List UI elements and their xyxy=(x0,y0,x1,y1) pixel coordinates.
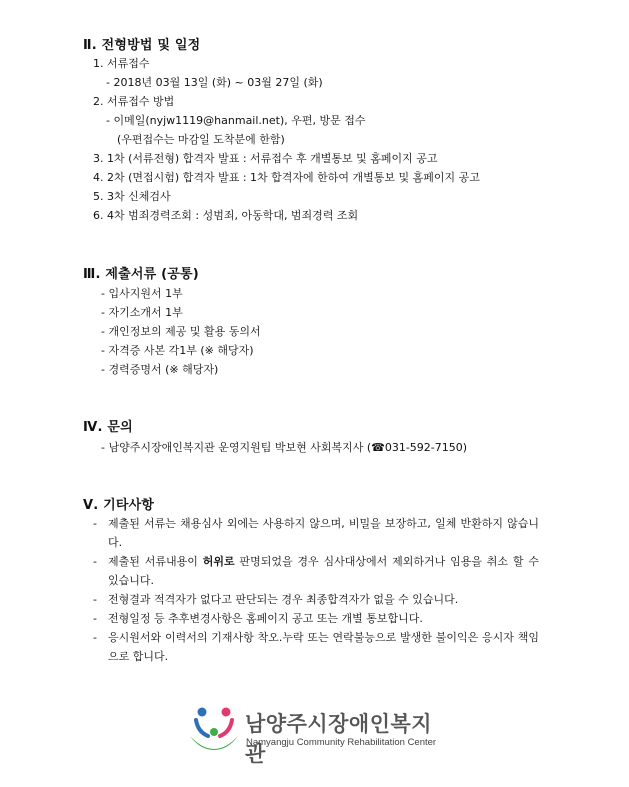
s5-item-2-post: 판명되었을 경우 심사대상에서 제외하거나 임용을 취소 할 수 있습니다. xyxy=(108,555,539,587)
section-5-title: Ⅴ. 기타사항 xyxy=(83,498,155,513)
s5-item-3 xyxy=(93,590,539,609)
logo-emblem-icon xyxy=(188,706,240,756)
s3-item-4: - 자격증 사본 각1부 (※ 해당자) xyxy=(101,344,254,357)
s2-item-3: 3. 1차 (서류전형) 합격자 발표 : 서류접수 후 개별통보 및 홈페이지 공고 xyxy=(93,152,438,165)
logo-name: 남양주시장애인복지관 xyxy=(245,712,433,766)
bullet-dash: - xyxy=(93,517,97,530)
s5-item-5-text: 응시원서와 이력서의 기재사항 착오.누락 또는 연락불능으로 발생한 불이익은 응시자 책임으로 합니다. xyxy=(108,631,539,663)
s3-item-1: - 입사지원서 1부 xyxy=(101,287,183,300)
s4-contact: - 남양주시장애인복지관 운영지원팀 박보현 사회복지사 (☎031-592-7150) xyxy=(101,441,468,454)
s3-item-5: - 경력증명서 (※ 해당자) xyxy=(101,363,219,376)
s5-item-3-text: 전형결과 적격자가 없다고 판단되는 경우 최종합격자가 없을 수 있습니다. xyxy=(108,593,459,606)
s5-item-2-text xyxy=(93,552,539,590)
s2-item-2: 2. 서류접수 방법 xyxy=(93,95,175,108)
s2-item-1: 1. 서류접수 xyxy=(93,57,150,70)
s5-item-5 xyxy=(93,628,539,666)
section-4-title: Ⅳ. 문의 xyxy=(83,420,133,435)
s3-item-3: - 개인정보의 제공 및 활용 동의서 xyxy=(101,325,261,338)
s5-item-4 xyxy=(93,609,539,628)
s5-item-4-text: 전형일정 등 추후변경사항은 홈페이지 공고 또는 개별 통보합니다. xyxy=(108,612,423,625)
bullet-dash: - xyxy=(93,612,97,625)
section-3-title: Ⅲ. 제출서류 (공통) xyxy=(83,267,199,282)
s2-item-2-detail: - 이메일(nyjw1119@hanmail.net), 우편, 방문 접수 xyxy=(106,114,366,127)
s2-item-1-detail: - 2018년 03월 13일 (화) ~ 03월 27일 (화) xyxy=(106,76,323,89)
logo-english-name: Namyangju Community Rehabilitation Center xyxy=(246,737,437,748)
s5-item-1-text: 제출된 서류는 채용심사 외에는 사용하지 않으며, 비밀을 보장하고, 일체 반환하지 않습니다. xyxy=(108,517,539,549)
s5-item-2-pre: 제출된 서류내용이 xyxy=(108,555,203,568)
organization-logo xyxy=(188,706,448,766)
bullet-dash: - xyxy=(93,631,97,644)
s3-item-2: - 자기소개서 1부 xyxy=(101,306,183,319)
s5-item-1 xyxy=(93,514,539,552)
bullet-dash: - xyxy=(93,593,97,606)
s2-item-6: 6. 4차 범죄경력조회 : 성범죄, 아동학대, 범죄경력 조회 xyxy=(93,209,359,222)
bullet-dash: - xyxy=(93,555,97,568)
s2-item-5: 5. 3차 신체검사 xyxy=(93,190,171,203)
s5-item-2 xyxy=(93,552,539,590)
s5-item-2-bold: 허위로 xyxy=(202,555,235,568)
s2-item-4: 4. 2차 (면접시험) 합격자 발표 : 1차 합격자에 한하여 개별통보 및 홈페이지 공고 xyxy=(93,171,480,184)
s2-item-2-note: (우편접수는 마감일 도착분에 한함) xyxy=(117,133,285,146)
section-2-title: Ⅱ. 전형방법 및 일정 xyxy=(83,38,201,53)
